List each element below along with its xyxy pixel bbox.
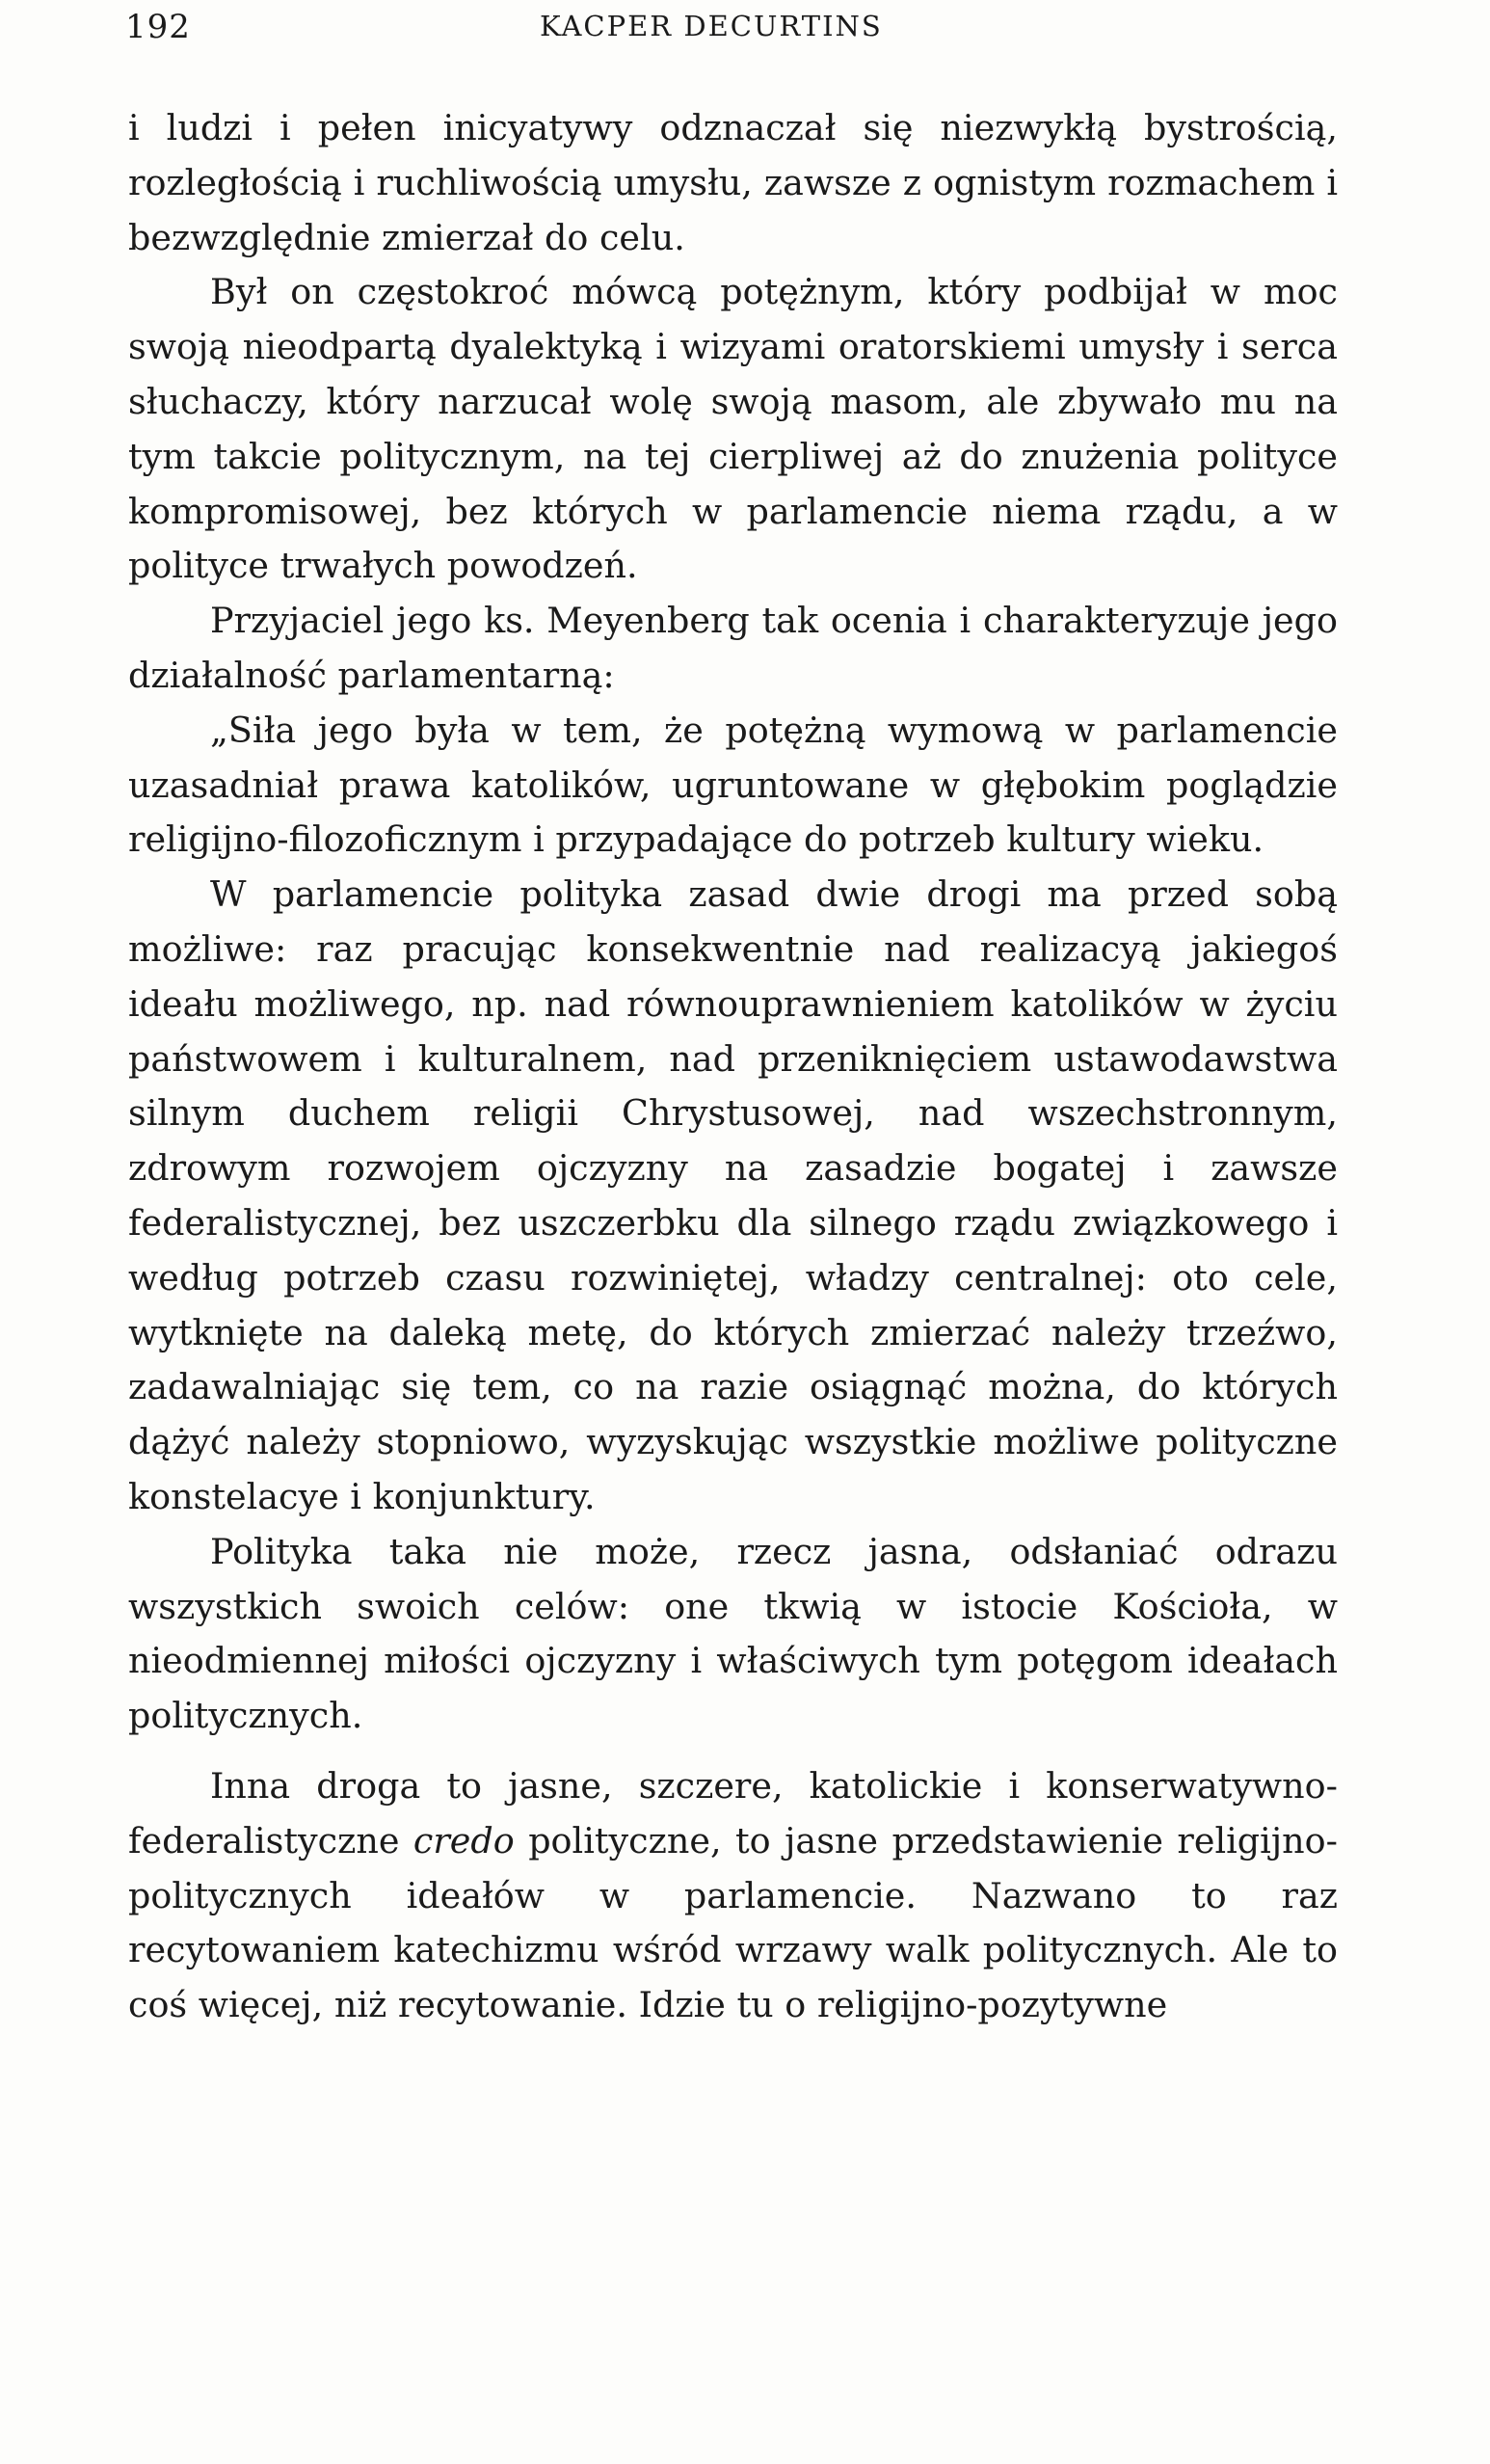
text-run: polityczne, to jasne przedstawienie religijno-politycznych ideałów w parlamencie. Nazwano to raz recytowaniem katechizmu wśród wrzawy walk politycznych. Ale to coś więcej, niż recytowanie. Idzie tu o religijno-pozytywne <box>128 1819 1338 2026</box>
page-number: 192 <box>125 8 191 46</box>
running-head <box>125 8 1340 56</box>
paragraph: i ludzi i pełen inicyatywy odznaczał się niezwykłą bystrością, rozległością i ruchliwością umysłu, zawsze z ognistym rozmachem i bezwzględnie zmierzał do celu. <box>128 107 1338 258</box>
quote-paragraph: W parlamencie polityka zasad dwie drogi ma przed sobą możliwe: raz pracując konsekwentnie nad realizacyą jakiegoś ideału możliwego, np. nad równouprawnieniem katolików w życiu państwowem i kulturalnem, nad przeniknięciem ustawodawstwa silnym duchem religii Chrystusowej, nad wszechstronnym, zdrowym rozwojem ojczyzny na zasadzie bogatej i zawsze federalistycznej, bez uszczerbku dla silnego rządu związkowego i według potrzeb czasu rozwiniętej, władzy centralnej: oto cele, wytknięte na daleką metę, do których zmierzać należy trzeźwo, zadawalniając się tem, co na razie osiągnąć można, do których dążyć należy stopniowo, wyzyskując wszystkie możliwe polityczne konstelacye i konjunktury. <box>128 873 1338 1517</box>
running-title: KACPER DECURTINS <box>540 10 883 42</box>
quote-paragraph <box>128 1759 1338 2033</box>
quote-paragraph: „Siła jego była w tem, że potężną wymową w parlamencie uzasadniał prawa katolików, ugruntowane w głębokim poglądzie religijno-filozoficznym i przypadające do potrzeb kultury wieku. <box>128 709 1338 861</box>
italic-term: credo <box>412 1819 515 1861</box>
paragraph: Był on częstokroć mówcą potężnym, który podbijał w moc swoją nieodpartą dyalektyką i wizyami oratorskiemi umysły i serca słuchaczy, który narzucał wolę swoją masom, ale zbywało mu na tym takcie politycznym, na tej cierpliwej aż do znużenia polityce kompromisowej, bez których w parlamencie niema rządu, a w polityce trwałych powodzeń. <box>128 271 1338 587</box>
body-text <box>128 101 1338 2033</box>
text-run: Inna droga to jasne, szczere, katolickie i konserwatywno-federalistyczne <box>128 1764 1338 1861</box>
paragraph: Przyjaciel jego ks. Meyenberg tak ocenia i charakteryzuje jego działalność parlamentarną: <box>128 600 1338 696</box>
quote-paragraph: Polityka taka nie może, rzecz jasna, odsłaniać odrazu wszystkich swoich celów: one tkwią w istocie Kościoła, w nieodmiennej miłości ojczyzny i właściwych tym potęgom ideałach politycznych. <box>128 1530 1338 1737</box>
